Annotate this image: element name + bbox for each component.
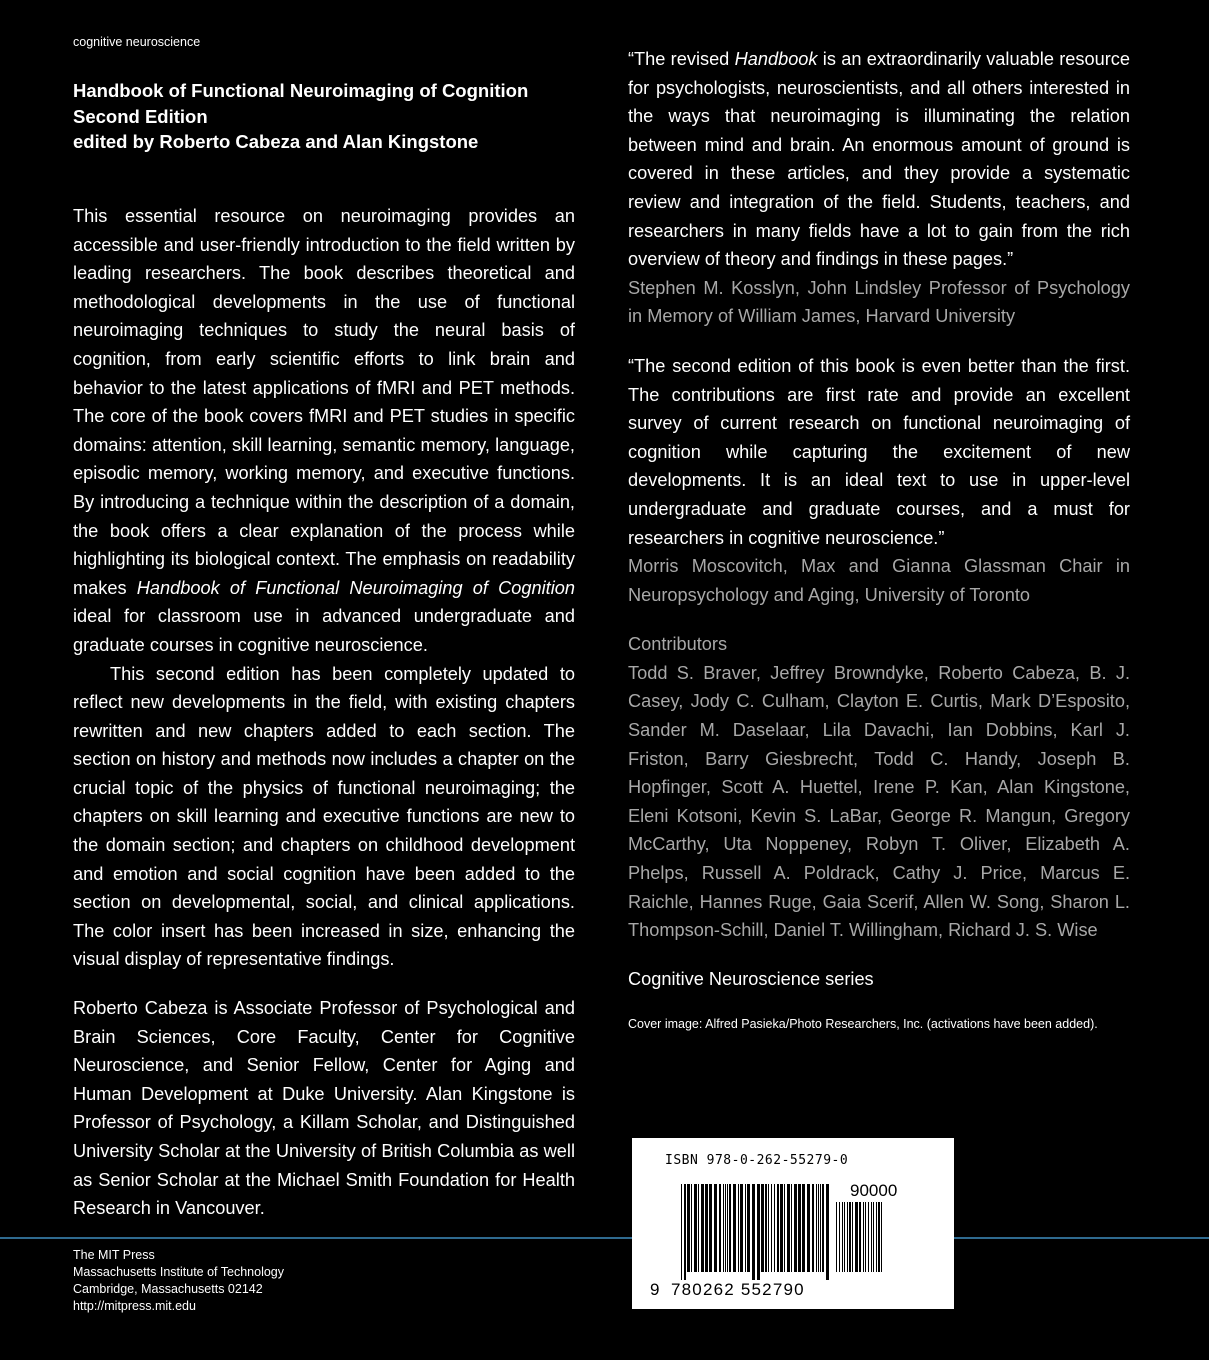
publisher-block: [73, 1247, 284, 1315]
barcode-bar: [701, 1184, 704, 1272]
description-paragraph-2: This second edition has been completely updated to reflect new developments in the field, with existing chapters rewritten and new chapters added to each section. The section on history and methods now includes a chapter on the crucial topic of the physics of functional neuroimaging; the chapters on skill learning and executive functions are new to the domain section; and chapters on childhood development and emotion and social cognition have been added to the section on developmental, social, and clinical applications. The color insert has been increased in size, enhancing the visual display of representative findings.: [73, 663, 575, 970]
barcode-bar: [691, 1184, 692, 1272]
barcode-bar: [787, 1184, 790, 1272]
series-category-label: cognitive neuroscience: [73, 35, 201, 49]
barcode-bar: [784, 1184, 785, 1272]
barcode-bar: [852, 1202, 853, 1272]
barcode-bar: [727, 1184, 728, 1272]
barcode-box: [632, 1138, 954, 1309]
barcode-bar: [826, 1184, 829, 1280]
reviews-column: [628, 45, 1130, 1033]
barcode-bar: [839, 1202, 840, 1272]
barcode-bar: [873, 1202, 874, 1272]
cover-credit: Cover image: Alfred Pasieka/Photo Researchers, Inc. (activations have been added).: [628, 1017, 1098, 1032]
barcode-bar: [855, 1202, 858, 1272]
barcode-bar: [816, 1184, 817, 1272]
barcode-bar: [780, 1184, 783, 1272]
barcode-bar: [694, 1184, 697, 1272]
barcode-bar: [849, 1202, 851, 1272]
barcode-bar: [881, 1202, 882, 1272]
barcode-bar: [687, 1184, 690, 1272]
barcode-bars: [681, 1184, 831, 1280]
barcode-bar: [812, 1184, 814, 1272]
barcode-bar: [723, 1184, 724, 1272]
review-attribution-1: Stephen M. Kosslyn, John Lindsley Professor of Psychology in Memory of William James, Harvard University: [628, 277, 1130, 327]
barcode-bar: [802, 1184, 805, 1272]
review-attribution-2: Morris Moscovitch, Max and Gianna Glassman Chair in Neuropsychology and Aging, University of Toronto: [628, 556, 1130, 605]
barcode-bar: [868, 1202, 869, 1272]
description-column: [73, 202, 575, 1223]
price-code: 90000: [850, 1181, 898, 1200]
barcode-bar: [729, 1184, 731, 1272]
barcode-bar: [771, 1184, 772, 1272]
publisher-address: Cambridge, Massachusetts 02142: [73, 1282, 263, 1296]
barcode-bar: [818, 1184, 819, 1272]
isbn-label: ISBN 978-0-262-55279-0: [665, 1153, 849, 1168]
barcode-bar: [752, 1184, 755, 1280]
divider-rule: [0, 1237, 1209, 1239]
barcode-bar: [740, 1184, 743, 1272]
description-paragraph-1: This essential resource on neuroimaging provides an accessible and user-friendly introduction to the field written by leading researchers. The book describes theoretical and methodological developments in the use of functional neuroimaging techniques to study the neural basis of cognition, from early scientific efforts to link brain and behavior to the latest applications of fMRI and PET methods. The core of the book covers fMRI and PET studies in specific domains: attention, skill learning, semantic memory, language, episodic memory, working memory, and executive functions. By introducing a technique within the description of a domain, the book offers a clear explanation of the process while highlighting its biological context. The emphasis on readability makes Handbook of Functional Neuroimaging of Cognition ideal for classroom use in advanced undergraduate and graduate courses in cognitive neuroscience.: [73, 206, 575, 655]
barcode-bar: [745, 1184, 746, 1272]
book-title-italic: Handbook of Functional Neuroimaging of Cognition: [136, 577, 575, 598]
barcode-bar: [876, 1202, 877, 1272]
series-name: Cognitive Neuroscience series: [628, 968, 874, 989]
barcode-bar: [684, 1184, 686, 1280]
ean-lead-digit: 9: [650, 1280, 660, 1299]
review-quote-1: “The revised Handbook is an extraordinarily valuable resource for psychologists, neuroscientists, and all others interested in the ways that neuroimaging is illuminating the relation between mind and brain. An enormous amount of ground is covered in these articles, and they provide a systematic review and integration of the field. Students, teachers, and researchers in many fields have a lot to gain from the rich overview of theory and findings in these pages.”: [628, 49, 1130, 270]
barcode-bar: [836, 1202, 837, 1272]
barcode-bar: [765, 1184, 767, 1272]
title-block: [73, 78, 528, 155]
barcode-bar: [807, 1184, 810, 1272]
publisher-institute: Massachusetts Institute of Technology: [73, 1265, 284, 1279]
barcode-bar: [709, 1184, 712, 1272]
editors-bio: Roberto Cabeza is Associate Professor of Psychological and Brain Sciences, Core Faculty, Center for Cognitive Neuroscience, and Senior Fellow, Center for Aging and Human Development at Duke University. Alan Kingstone is Professor of Psychology, a Killam Scholar, and Distinguished University Scholar at the University of British Columbia as well as Senior Scholar at the Michael Smith Foundation for Health Research in Vancouver.: [73, 998, 575, 1219]
barcode-bar: [768, 1184, 769, 1272]
barcode-bar: [777, 1184, 779, 1272]
barcode-bar: [698, 1184, 699, 1272]
barcode-bar: [774, 1184, 775, 1272]
barcode-bar: [878, 1202, 880, 1272]
barcode-bar: [842, 1202, 843, 1272]
barcode-bar: [820, 1184, 821, 1272]
barcode-bar: [822, 1184, 824, 1272]
barcode-bar: [794, 1184, 797, 1272]
book-editors: edited by Roberto Cabeza and Alan Kingstone: [73, 131, 479, 152]
book-title: Handbook of Functional Neuroimaging of Cognition: [73, 80, 529, 101]
barcode-bar: [747, 1184, 750, 1272]
barcode-bar: [859, 1202, 861, 1272]
review-quote-2: “The second edition of this book is even better than the first. The contributions are first rate and provide an excellent survey of current research on functional neuroimaging of cognition while capturing the excitement of new developments. It is an ideal text to use in upper-level undergraduate and graduate courses, and a must for researchers in cognitive neuroscience.”: [628, 355, 1130, 548]
barcode-bar: [791, 1184, 792, 1272]
barcode-bar: [714, 1184, 717, 1272]
barcode-bar: [719, 1184, 721, 1272]
barcode-bar: [871, 1202, 872, 1272]
contributors-heading: Contributors: [628, 634, 728, 655]
barcode-bar: [725, 1184, 726, 1272]
barcode-bar: [761, 1184, 764, 1272]
barcode-bar: [798, 1184, 801, 1272]
barcode-bar: [757, 1184, 760, 1280]
contributors-list: Todd S. Braver, Jeffrey Browndyke, Roberto Cabeza, B. J. Casey, Jody C. Culham, Clayton E. Curtis, Mark D’Esposito, Sander M. Daselaar, Lila Davachi, Ian Dobbins, Karl J. Friston, Barry Giesbrecht, Todd C. Handy, Joseph B. Hopfinger, Scott A. Huettel, Irene P. Kan, Alan Kingstone, Eleni Kotsoni, Kevin S. LaBar, George R. Mangun, Gregory McCarthy, Uta Noppeney, Robyn T. Oliver, Elizabeth A. Phelps, Russell A. Poldrack, Cathy J. Price, Marcus E. Raichle, Hannes Ruge, Gaia Scerif, Allen W. Song, Sharon L. Thompson-Schill, Daniel T. Willingham, Richard J. S. Wise: [628, 662, 1130, 941]
barcode-bar: [865, 1202, 866, 1272]
barcode-bar: [733, 1184, 736, 1272]
publisher-url: http://mitpress.mit.edu: [73, 1299, 196, 1313]
barcode-bar: [681, 1184, 682, 1280]
barcode-bar: [847, 1202, 848, 1272]
publisher-name: The MIT Press: [73, 1248, 155, 1262]
ean-digits: 780262 552790: [671, 1280, 805, 1299]
barcode-bar: [705, 1184, 708, 1272]
barcode-addon-bars: [836, 1202, 886, 1280]
barcode-bar: [738, 1184, 739, 1272]
book-edition: Second Edition: [73, 105, 208, 127]
barcode-bar: [844, 1202, 845, 1272]
barcode-bar: [863, 1202, 864, 1272]
